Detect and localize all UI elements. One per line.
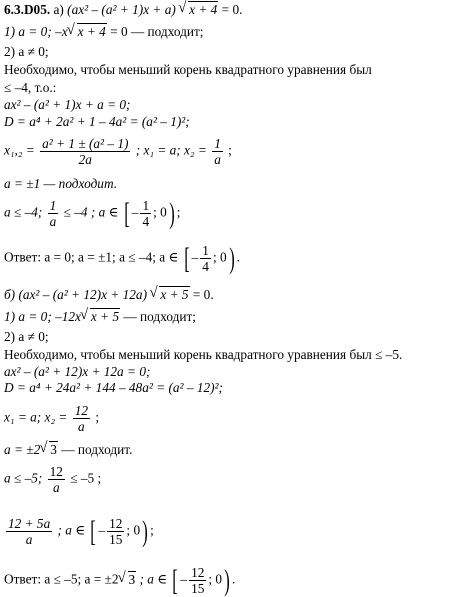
part-a-case2: 2) a ≠ 0; — [4, 44, 49, 59]
part-a-equation: 6.3.D05. а) (ax² – (a² + 1)x + a) √ x + 4 = 0. — [4, 2, 242, 17]
part-a-case1: 1) a = 0; –x√ x + 4 = 0 — подходит; — [4, 24, 203, 39]
part-a-quadratic: ax² – (a² + 1)x + a = 0; — [4, 97, 131, 112]
part-b-case2: 2) a ≠ 0; — [4, 329, 49, 344]
part-b-answer: Ответ: a ≤ –5; a = ±2√ 3 ; a ∈ [ – $\frac{12}{15}$ ; 0) . — [4, 565, 235, 596]
part-a-a-pm1: a = ±1 — подходит. — [4, 176, 118, 191]
fraction: $\frac{12 + 5a}{a}$ — [8, 516, 51, 547]
part-b-condition: Необходимо, чтобы меньший корень квадратного уравнения был ≤ –5. — [4, 347, 403, 362]
problem-id: 6.3.D05. — [4, 2, 51, 17]
part-a-discriminant: D = a⁴ + 2a² + 1 – 4a² = (a² – 1)²; — [4, 114, 190, 129]
part-b-quadratic: ax² – (a² + 12)x + 12a = 0; — [4, 364, 151, 379]
part-b-equation: б) (ax² – (a² + 12)x + 12a) √ x + 5 = 0. — [4, 287, 214, 302]
part-a-condition-line2: ≤ –4, т.о.: — [4, 80, 57, 95]
radical: √ x + 4 — [68, 24, 107, 39]
radical: √ x + 4 — [179, 2, 218, 17]
part-b-a-pm: a = ±2√ 3 — подходит. — [4, 442, 132, 457]
radical: √ 3 — [40, 442, 58, 457]
fraction: $\frac{12}{15}$ — [191, 565, 205, 596]
fraction: $\frac{12}{15}$ — [109, 516, 123, 547]
part-a-inequality: a ≤ –4; $\frac{1}{a}$ ≤ –4 ; a ∈ [ – $\frac{1}{4}$ ; 0) ; — [4, 196, 181, 230]
part-a-answer: Ответ: a = 0; a = ±1; a ≤ –4; a ∈ [ – $\frac{1}{4}$ ; 0) . — [4, 241, 240, 275]
part-b-discriminant: D = a⁴ + 24a² + 144 – 48a² = (a² – 12)²; — [4, 380, 223, 395]
part-b-inequality: a ≤ –5; $\frac{12}{a}$ ≤ –5 ; — [4, 464, 102, 495]
fraction: $\frac{\text{a² + 1 ± (a² – 1)}}{2a}$ — [42, 136, 129, 167]
fraction: $\frac{1}{4}$ — [202, 243, 209, 274]
radical: √ x + 5 — [150, 287, 189, 302]
part-a-condition-line1: Необходимо, чтобы меньший корень квадратного уравнения был — [4, 62, 372, 77]
radical: √ x + 5 — [81, 309, 120, 324]
part-a-roots: x₁,₂ = $\frac{\text{a² + 1 ± (a² – 1)}}{2a}$ ; x₁ = a; x₂ = $\frac{1}{a}$ ; — [4, 136, 232, 167]
fraction: $\frac{1}{4}$ — [142, 198, 150, 229]
part-b-roots: x₁ = a; x₂ = $\frac{12}{a}$ ; — [4, 403, 100, 434]
fraction: $\frac{1}{a}$ — [214, 136, 221, 167]
part-b-case1: 1) a = 0; –12x√ x + 5 — подходит; — [4, 309, 196, 324]
fraction: $\frac{1}{a}$ — [49, 198, 57, 229]
radical: √ 3 — [119, 572, 137, 587]
fraction: $\frac{12}{a}$ — [74, 403, 88, 434]
part-b-interval: $\frac{12 + 5a}{a}$ ; a ∈ [ – $\frac{12}{15}$ ; 0) ; — [8, 514, 154, 548]
fraction: $\frac{12}{a}$ — [49, 464, 63, 495]
